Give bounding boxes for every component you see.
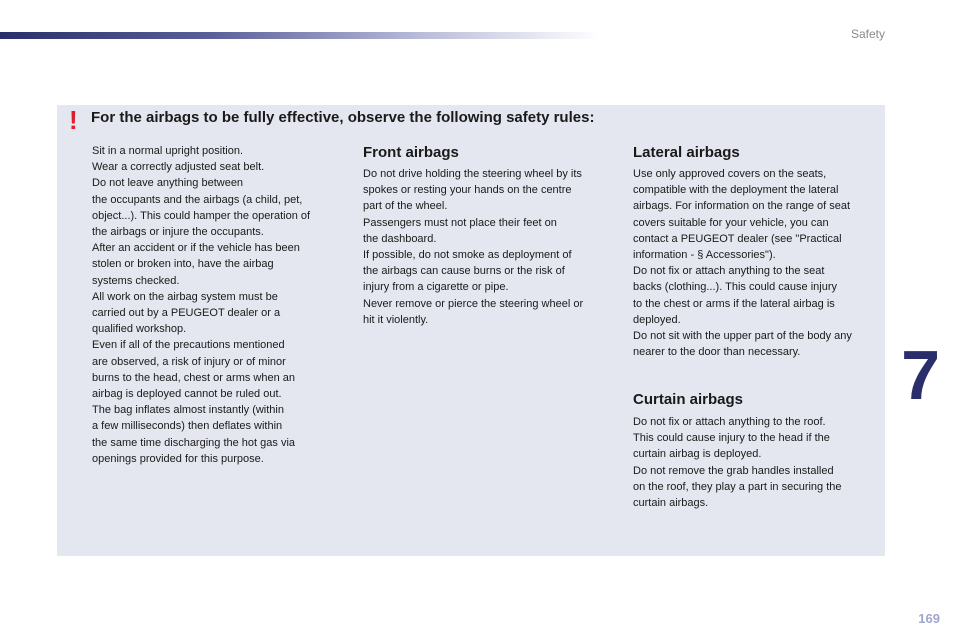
text-line: the occupants and the airbags (a child, pet, xyxy=(92,193,303,206)
text-line: curtain airbags. xyxy=(633,497,709,510)
general-rules-column xyxy=(92,143,342,467)
text-line: Do not leave anything between xyxy=(92,177,244,190)
text-line: Sit in a normal upright position. xyxy=(92,145,244,157)
text-line: Do not sit with the upper part of the body any xyxy=(633,330,852,343)
header-gradient-bar xyxy=(0,32,600,39)
text-line: object...). This could hamper the operation of xyxy=(92,209,311,222)
text-line: the airbags or injure the occupants. xyxy=(92,226,264,239)
text-line: stolen or broken into, have the airbag xyxy=(92,258,274,271)
text-line: nearer to the door than necessary. xyxy=(633,346,801,359)
text-line: airbags. For information on the range of seat xyxy=(633,200,851,213)
panel-title: For the airbags to be fully effective, observe the following safety rules: xyxy=(91,109,595,126)
text-line: part of the wheel. xyxy=(363,200,448,213)
text-line: Never remove or pierce the steering wheel or xyxy=(363,297,584,310)
text-line: openings provided for this purpose. xyxy=(92,452,264,465)
front-airbags-heading: Front airbags xyxy=(363,144,459,161)
text-line: curtain airbag is deployed. xyxy=(633,448,762,461)
text-line: This could cause injury to the head if the xyxy=(633,432,830,445)
text-line: on the roof, they play a part in securing the xyxy=(633,480,842,493)
text-line: carried out by a PEUGEOT dealer or a xyxy=(92,307,281,320)
text-line: injury from a cigarette or pipe. xyxy=(363,281,509,294)
text-line: After an accident or if the vehicle has been xyxy=(92,242,300,255)
text-line: Do not fix or attach anything to the seat xyxy=(633,265,825,278)
text-line: systems checked. xyxy=(92,274,180,287)
page-number: 169 xyxy=(918,611,940,626)
text-line: deployed. xyxy=(633,313,681,326)
text-line: airbag is deployed cannot be ruled out. xyxy=(92,388,282,401)
lateral-airbags-text xyxy=(633,166,881,360)
text-line: backs (clothing...). This could cause injury xyxy=(633,281,837,294)
section-title: Safety xyxy=(850,27,885,41)
text-line: the same time discharging the hot gas via xyxy=(92,436,296,449)
chapter-number: 7 xyxy=(901,336,940,414)
text-line: Even if all of the precautions mentioned xyxy=(92,339,285,352)
text-line: The bag inflates almost instantly (within xyxy=(92,404,284,417)
text-line: the dashboard. xyxy=(363,232,437,245)
text-line: are observed, a risk of injury or of minor xyxy=(92,355,286,368)
curtain-airbags-heading: Curtain airbags xyxy=(633,391,744,408)
text-line: hit it violently. xyxy=(363,313,429,326)
text-line: If possible, do not smoke as deployment of xyxy=(363,249,572,262)
text-line: a few milliseconds) then deflates within xyxy=(92,420,283,433)
text-line: to the chest or arms if the lateral airbag is xyxy=(633,297,835,310)
text-line: Use only approved covers on the seats, xyxy=(633,168,827,180)
text-line: qualified workshop. xyxy=(92,323,187,336)
text-line: Wear a correctly adjusted seat belt. xyxy=(92,161,265,174)
front-airbags-text xyxy=(363,166,613,328)
text-line: All work on the airbag system must be xyxy=(92,290,278,303)
curtain-airbags-text xyxy=(633,414,881,511)
text-line: contact a PEUGEOT dealer (see "Practical xyxy=(633,232,842,245)
text-line: information - § Accessories"). xyxy=(633,249,776,262)
text-line: the airbags can cause burns or the risk of xyxy=(363,265,565,278)
text-line: spokes or resting your hands on the centre xyxy=(363,184,572,197)
text-line: compatible with the deployment the lateral xyxy=(633,184,839,197)
text-line: burns to the head, chest or arms when an xyxy=(92,371,296,384)
text-line: Passengers must not place their feet on xyxy=(363,216,557,229)
exclamation-warning-icon: ! xyxy=(69,105,78,135)
text-line: Do not remove the grab handles installed xyxy=(633,464,834,477)
text-line: covers suitable for your vehicle, you can xyxy=(633,216,829,229)
lateral-airbags-heading: Lateral airbags xyxy=(633,144,740,161)
text-line: Do not drive holding the steering wheel by its xyxy=(363,168,582,180)
text-line: Do not fix or attach anything to the roof. xyxy=(633,416,826,428)
